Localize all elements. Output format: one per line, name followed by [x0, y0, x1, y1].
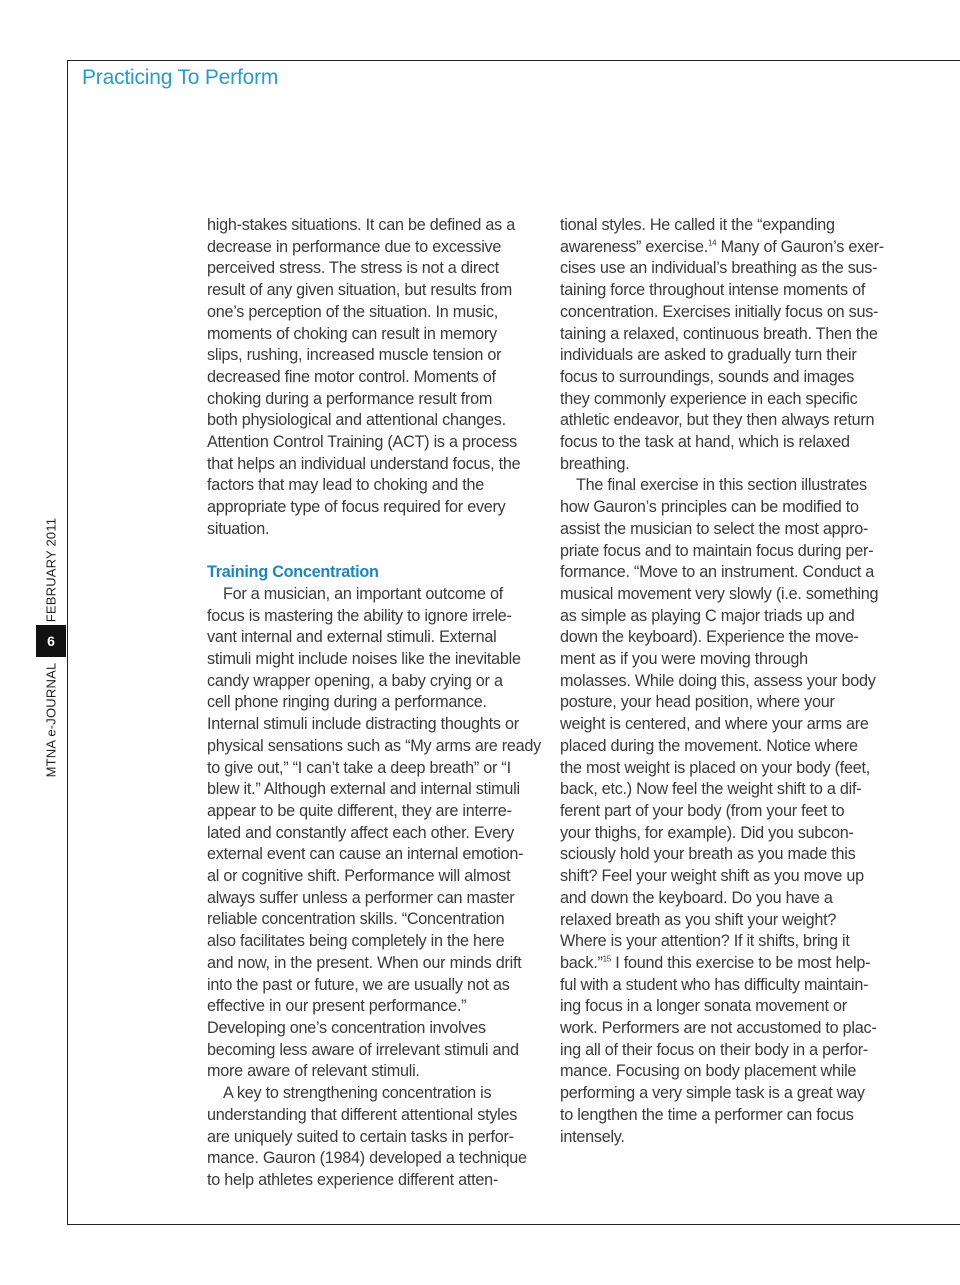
text-line: focus to the task at hand, which is relaxed: [560, 433, 850, 452]
text-line: one’s perception of the situation. In music,: [207, 302, 499, 321]
text-segment: Where is your attention? If it shifts, bring it: [560, 932, 850, 951]
text-line: musical movement very slowly (i.e. something: [560, 584, 879, 603]
text-line: blew it.” Although external and internal stimuli: [207, 780, 520, 799]
text-line: appropriate type of focus required for every: [207, 498, 506, 517]
text-line: lated and constantly affect each other. Every: [207, 823, 515, 842]
page-number: 6: [36, 625, 66, 657]
text-line: as simple as playing C major triads up and: [560, 606, 855, 625]
text-line: Internal stimuli include distracting thoughts or: [207, 715, 519, 734]
paragraph: [207, 215, 547, 541]
text-line: external event can cause an internal emotion-: [207, 845, 524, 864]
text-line: to give out,” “I can’t take a deep breath” or “I: [207, 758, 511, 777]
text-line: performing a very simple task is a great way: [560, 1084, 865, 1103]
text-line: more aware of relevant stimuli.: [207, 1062, 420, 1081]
text-line: concentration. Exercises initially focus on sus-: [560, 302, 879, 321]
text-line: factors that may lead to choking and the: [207, 476, 485, 495]
text-line: into the past or future, we are usually not as: [207, 975, 510, 994]
text-line: al or cognitive shift. Performance will almost: [207, 867, 511, 886]
text-line: to help athletes experience different atten-: [207, 1170, 499, 1189]
paragraph: [560, 475, 900, 1148]
text-line: ment as if you were moving through: [560, 650, 808, 669]
text-line: decreased fine motor control. Moments of: [207, 367, 496, 386]
text-line: molasses. While doing this, assess your body: [560, 671, 876, 690]
text-line: focus is mastering the ability to ignore irrele-: [207, 606, 512, 625]
text-line: athletic endeavor, but they then always return: [560, 411, 875, 430]
text-line: ing all of their focus on their body in a perfor-: [560, 1040, 869, 1059]
text-line: shift? Feel your weight shift as you move up: [560, 867, 864, 886]
running-header: Practicing To Perform: [82, 66, 279, 89]
text-line: cises use an individual’s breathing as the sus-: [560, 259, 878, 278]
text-line: Developing one’s concentration involves: [207, 1019, 486, 1037]
text-segment: awareness” exercise.: [560, 237, 708, 256]
text-line: situation.: [207, 519, 270, 538]
paragraph: [207, 584, 547, 1083]
sidebar-date: [34, 517, 68, 623]
text-line: choking during a performance result from: [207, 389, 493, 408]
text-line: appear to be quite different, they are interre-: [207, 801, 512, 820]
text-line: The final exercise in this section illustrates: [576, 476, 867, 495]
text-line: [560, 931, 900, 953]
column-left: [207, 215, 547, 1192]
text-line: relaxed breath as you shift your weight?: [560, 910, 837, 929]
text-line: the most weight is placed on your body (feet,: [560, 758, 870, 777]
text-line: focus to surroundings, sounds and images: [560, 367, 855, 386]
text-line: they commonly experience in each specific: [560, 389, 858, 408]
text-line: physical sensations such as “My arms are ready: [207, 736, 541, 755]
text-line: your thighs, for example). Did you subcon-: [560, 823, 854, 842]
text-line: both physiological and attentional changes.: [207, 411, 506, 430]
footnote-ref: 14: [707, 238, 717, 248]
text-line: effective in our present performance.”: [207, 997, 467, 1016]
text-line: and now, in the present. When our minds drift: [207, 953, 522, 972]
paragraph: [207, 1083, 547, 1192]
text-line: to lengthen the time a performer can focus: [560, 1105, 854, 1124]
text-line: taining force throughout intense moments of: [560, 281, 866, 300]
text-line: decrease in performance due to excessive: [207, 237, 502, 256]
text-line: how Gauron’s principles can be modified to: [560, 498, 859, 517]
text-line: back, etc.) Now feel the weight shift to a dif-: [560, 780, 862, 799]
text-line: breathing.: [560, 454, 630, 473]
text-line: posture, your head position, where your: [560, 693, 835, 712]
text-line: work. Performers are not accustomed to plac-: [560, 1019, 877, 1038]
text-segment: Many of Gauron’s exer-: [716, 237, 884, 256]
text-line: Attention Control Training (ACT) is a process: [207, 433, 517, 452]
text-line: always suffer unless a performer can master: [207, 888, 515, 907]
text-line: cell phone ringing during a performance.: [207, 693, 487, 712]
footnote-ref: 15: [602, 954, 611, 964]
text-line: understanding that different attentional styles: [207, 1105, 518, 1124]
text-line: mance. Focusing on body placement while: [560, 1062, 857, 1081]
text-line: moments of choking can result in memory: [207, 324, 497, 343]
text-line: priate focus and to maintain focus during per-: [560, 541, 874, 560]
text-line: becoming less aware of irrelevant stimuli and: [207, 1040, 519, 1059]
column-right: [560, 215, 900, 1148]
paragraph: [560, 215, 900, 475]
text-line: ing focus in a longer sonata movement or: [560, 997, 847, 1016]
text-line: [560, 237, 900, 259]
text-segment: back.”: [560, 953, 603, 972]
text-segment: I found this exercise to be most help-: [611, 953, 871, 972]
text-line: formance. “Move to an instrument. Conduct a: [560, 563, 875, 582]
text-line: and down the keyboard. Do you have a: [560, 888, 833, 907]
sidebar-journal: [34, 662, 68, 778]
text-line: taining a relaxed, continuous breath. Then the: [560, 324, 878, 343]
text-line: reliable concentration skills. “Concentration: [207, 910, 505, 929]
text-line: perceived stress. The stress is not a direct: [207, 259, 499, 278]
text-line: [560, 953, 900, 975]
text-line: ferent part of your body (from your feet to: [560, 801, 845, 820]
text-line: intensely.: [560, 1127, 625, 1146]
text-line: result of any given situation, but results from: [207, 281, 512, 300]
text-line: sciously hold your breath as you made this: [560, 845, 856, 864]
text-line: candy wrapper opening, a baby crying or a: [207, 671, 503, 690]
text-line: high-stakes situations. It can be defined as a: [207, 216, 515, 234]
text-line: tional styles. He called it the “expanding: [560, 216, 835, 234]
text-line: that helps an individual understand focus, the: [207, 454, 521, 473]
sidebar-date-text: FEBRUARY 2011: [43, 517, 59, 623]
text-line: vant internal and external stimuli. External: [207, 628, 497, 647]
text-line: A key to strengthening concentration is: [223, 1084, 492, 1103]
sidebar-journal-text: MTNA e-JOURNAL: [43, 662, 59, 778]
text-line: ful with a student who has difficulty maintain-: [560, 975, 869, 994]
text-line: mance. Gauron (1984) developed a technique: [207, 1149, 527, 1168]
text-line: individuals are asked to gradually turn their: [560, 346, 857, 365]
text-line: placed during the movement. Notice where: [560, 736, 858, 755]
text-line: stimuli might include noises like the inevitable: [207, 650, 521, 669]
text-line: weight is centered, and where your arms are: [560, 715, 869, 734]
text-line: slips, rushing, increased muscle tension or: [207, 346, 502, 365]
text-line: For a musician, an important outcome of: [223, 584, 503, 603]
text-line: are uniquely suited to certain tasks in perfor-: [207, 1127, 514, 1146]
text-line: assist the musician to select the most appro-: [560, 519, 869, 538]
section-heading: Training Concentration: [207, 563, 379, 582]
text-line: also facilitates being completely in the here: [207, 932, 505, 951]
text-line: down the keyboard). Experience the move-: [560, 628, 859, 647]
